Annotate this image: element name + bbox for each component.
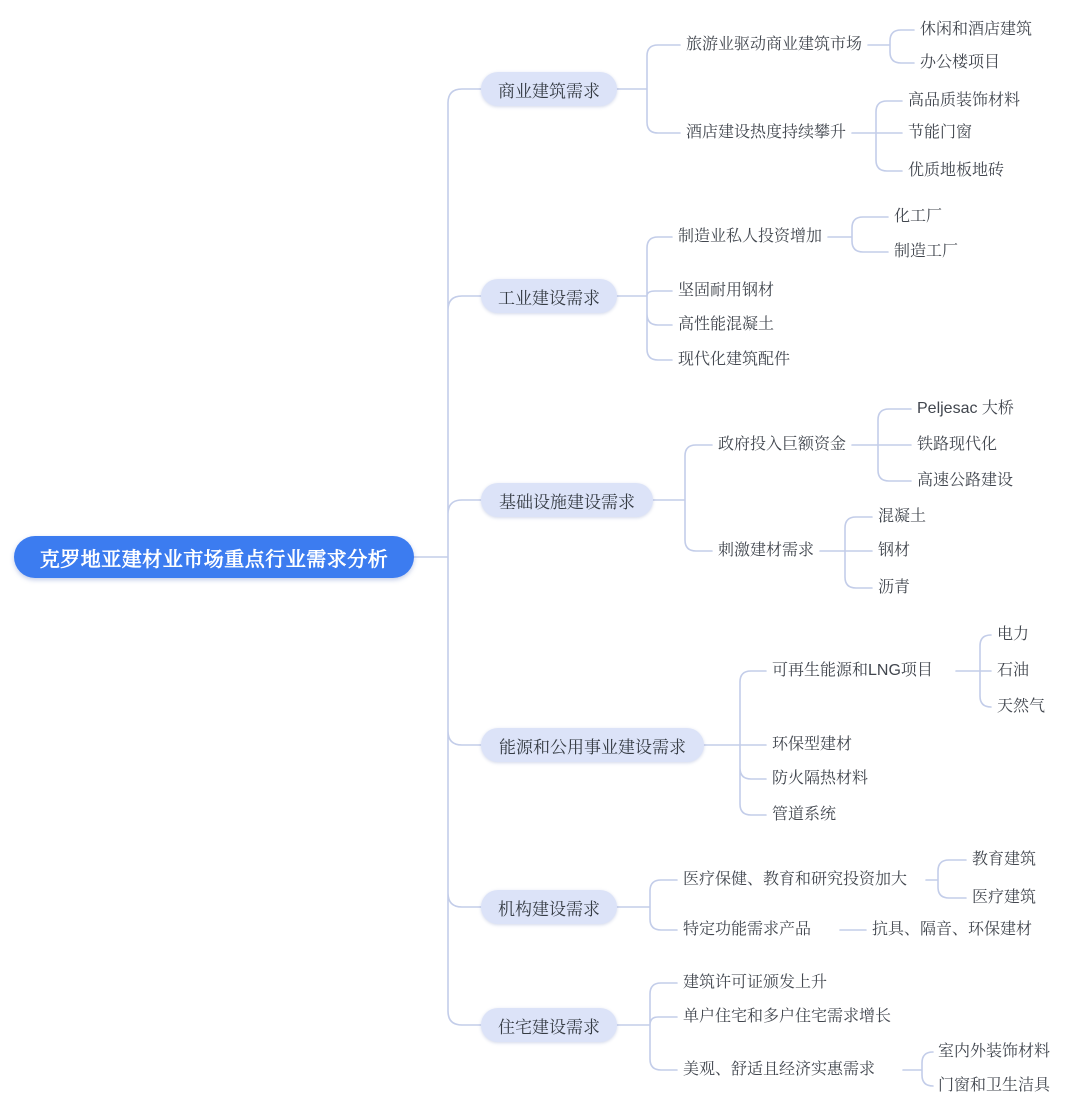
connector-root-spine (414, 89, 481, 1025)
branch-topic-institutional[interactable]: 机构建设需求 (481, 890, 617, 924)
leaf-node[interactable]: 钢材 (878, 542, 911, 559)
leaf-node[interactable]: 沥青 (878, 579, 911, 596)
leaf-node[interactable]: 电力 (997, 626, 1030, 643)
leaf-node[interactable]: Peljesac 大桥 (917, 400, 1014, 417)
subtopic-node[interactable]: 特定功能需求产品 (683, 921, 812, 938)
leaf-node[interactable]: 节能门窗 (908, 124, 973, 141)
leaf-node[interactable]: 高品质装饰材料 (908, 92, 1021, 109)
subtopic-node[interactable]: 酒店建设热度持续攀升 (686, 124, 847, 141)
subtopic-node[interactable]: 高性能混凝土 (678, 316, 775, 333)
branch-topic-industrial-construction[interactable]: 工业建设需求 (481, 279, 617, 313)
branch-topic-energy-utilities[interactable]: 能源和公用事业建设需求 (481, 728, 704, 762)
subtopic-node[interactable]: 环保型建材 (772, 736, 853, 753)
root-topic[interactable]: 克罗地亚建材业市场重点行业需求分析 (14, 536, 414, 578)
subtopic-node[interactable]: 单户住宅和多户住宅需求增长 (683, 1008, 892, 1025)
subtopic-node[interactable]: 医疗保健、教育和研究投资加大 (683, 871, 908, 888)
subtopic-node[interactable]: 政府投入巨额资金 (718, 436, 847, 453)
branch-topic-infrastructure[interactable]: 基础设施建设需求 (481, 483, 653, 517)
leaf-node[interactable]: 室内外装饰材料 (938, 1043, 1051, 1060)
subtopic-node[interactable]: 现代化建筑配件 (678, 351, 791, 368)
subtopic-node[interactable]: 旅游业驱动商业建筑市场 (686, 36, 863, 53)
subtopic-node[interactable]: 建筑许可证颁发上升 (683, 974, 828, 991)
leaf-node[interactable]: 抗具、隔音、环保建材 (872, 921, 1033, 938)
leaf-node[interactable]: 门窗和卫生洁具 (938, 1077, 1051, 1094)
leaf-node[interactable]: 混凝土 (878, 508, 927, 525)
leaf-node[interactable]: 休闲和酒店建筑 (920, 21, 1033, 38)
branch-topic-residential[interactable]: 住宅建设需求 (481, 1008, 617, 1042)
leaf-node[interactable]: 天然气 (997, 698, 1046, 715)
subtopic-node[interactable]: 制造业私人投资增加 (678, 228, 823, 245)
leaf-node[interactable]: 铁路现代化 (917, 436, 998, 453)
subtopic-node[interactable]: 防火隔热材料 (772, 770, 869, 787)
leaf-node[interactable]: 高速公路建设 (917, 472, 1014, 489)
subtopic-node[interactable]: 可再生能源和LNG项目 (772, 662, 933, 679)
leaf-node[interactable]: 制造工厂 (894, 243, 959, 260)
leaf-node[interactable]: 化工厂 (894, 208, 943, 225)
leaf-node[interactable]: 教育建筑 (972, 851, 1037, 868)
leaf-node[interactable]: 石油 (997, 662, 1030, 679)
subtopic-node[interactable]: 管道系统 (772, 806, 837, 823)
subtopic-node[interactable]: 坚固耐用钢材 (678, 282, 775, 299)
branch-topic-commercial-building[interactable]: 商业建筑需求 (481, 72, 617, 106)
leaf-node[interactable]: 医疗建筑 (972, 889, 1037, 906)
subtopic-node[interactable]: 美观、舒适且经济实惠需求 (683, 1061, 876, 1078)
leaf-node[interactable]: 优质地板地砖 (908, 162, 1005, 179)
leaf-node[interactable]: 办公楼项目 (920, 54, 1001, 71)
subtopic-node[interactable]: 刺激建材需求 (718, 542, 815, 559)
